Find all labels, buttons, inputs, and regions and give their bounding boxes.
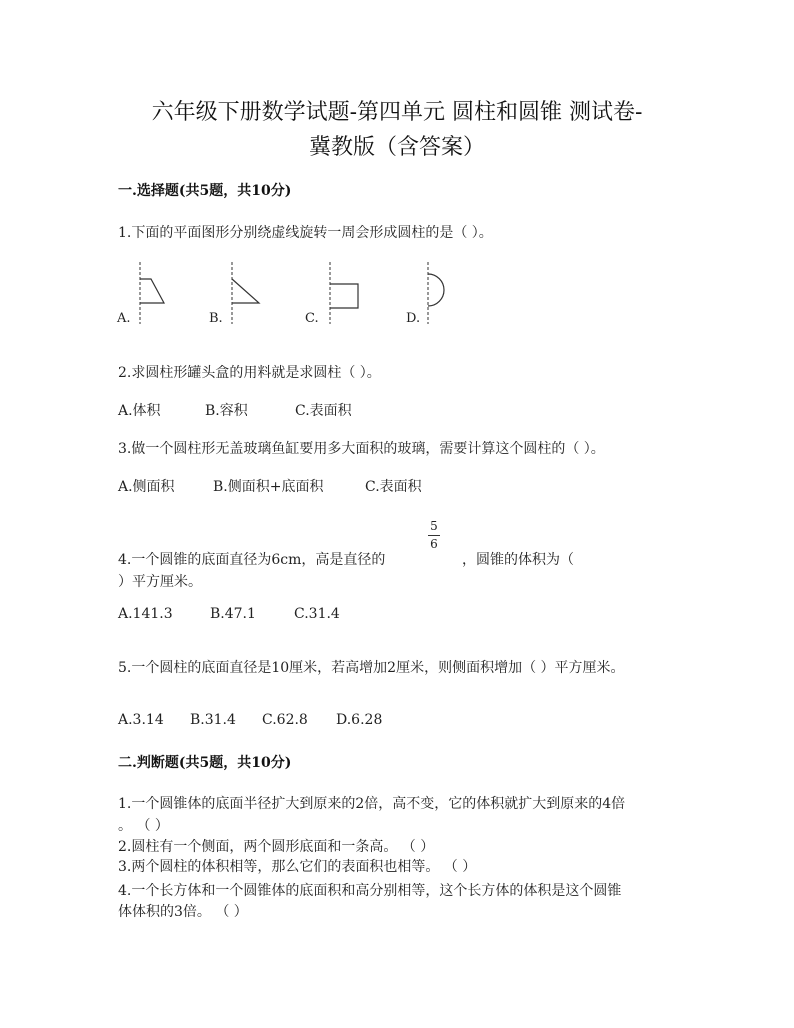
question-5-option-d: D.6.28 — [336, 712, 383, 728]
figure-d-label: D. — [406, 311, 421, 326]
fraction-denominator: 6 — [430, 537, 438, 551]
fraction-bar — [428, 535, 440, 536]
fraction-numerator: 5 — [430, 519, 438, 533]
question-3-option-c: C.表面积 — [365, 479, 422, 495]
judge-1-text-line2: 。 （ ） — [118, 818, 169, 834]
judge-4-text-line2: 体体积的3倍。 （ ） — [118, 904, 248, 920]
question-3-text: 3.做一个圆柱形无盖玻璃鱼缸要用多大面积的玻璃，需要计算这个圆柱的（ ）。 — [118, 441, 605, 457]
question-4-text-line2: ）平方厘米。 — [118, 574, 202, 590]
figure-a-trapezoid — [130, 262, 170, 324]
judge-1-text-line1: 1.一个圆锥体的底面半径扩大到原来的2倍，高不变，它的体积就扩大到原来的4倍 — [118, 796, 626, 812]
question-4-option-c: C.31.4 — [294, 606, 340, 622]
question-4-fraction — [428, 519, 440, 552]
figure-c-label: C. — [305, 311, 319, 326]
question-5-option-a: A.3.14 — [118, 712, 164, 728]
question-3-option-a: A.侧面积 — [118, 479, 175, 495]
figure-b-triangle — [222, 262, 262, 324]
question-5-text: 5.一个圆柱的底面直径是10厘米，若高增加2厘米，则侧面积增加（ ）平方厘米。 — [118, 660, 625, 676]
question-2-text: 2.求圆柱形罐头盒的用料就是求圆柱（ ）。 — [118, 365, 381, 381]
judge-3-text: 3.两个圆柱的体积相等，那么它们的表面积也相等。 （ ） — [118, 859, 477, 875]
figure-b-label: B. — [209, 311, 223, 326]
section-heading-judge: 二.判断题(共5题，共10分) — [118, 755, 292, 771]
section-heading-choice: 一.选择题(共5题，共10分) — [118, 183, 292, 199]
question-2-option-b: B.容积 — [205, 403, 248, 419]
question-4-text: 4.一个圆锥的底面直径为6cm，高是直径的 — [118, 552, 386, 568]
question-5-option-b: B.31.4 — [190, 712, 236, 728]
figure-c-square — [320, 262, 370, 324]
judge-4-text-line1: 4.一个长方体和一个圆锥体的底面积和高分别相等，这个长方体的体积是这个圆锥 — [118, 883, 622, 899]
question-2-option-c: C.表面积 — [295, 403, 352, 419]
page-title-line1: 六年级下册数学试题-第四单元 圆柱和圆锥 测试卷- — [151, 100, 643, 125]
judge-2-text: 2.圆柱有一个侧面，两个圆形底面和一条高。 （ ） — [118, 839, 435, 855]
question-3-option-b: B.侧面积+底面积 — [213, 479, 324, 495]
figure-a-label: A. — [117, 311, 131, 326]
question-4-option-a: A.141.3 — [118, 606, 173, 622]
question-2-option-a: A.体积 — [118, 403, 161, 419]
question-5-option-c: C.62.8 — [262, 712, 308, 728]
page-title-line2: 冀教版（含答案） — [308, 135, 485, 160]
question-4-text-after: ，圆锥的体积为（ — [462, 552, 574, 568]
question-4-option-b: B.47.1 — [210, 606, 256, 622]
figure-d-semicircle — [418, 262, 458, 324]
question-1-text: 1.下面的平面图形分别绕虚线旋转一周会形成圆柱的是（ ）。 — [118, 225, 493, 241]
